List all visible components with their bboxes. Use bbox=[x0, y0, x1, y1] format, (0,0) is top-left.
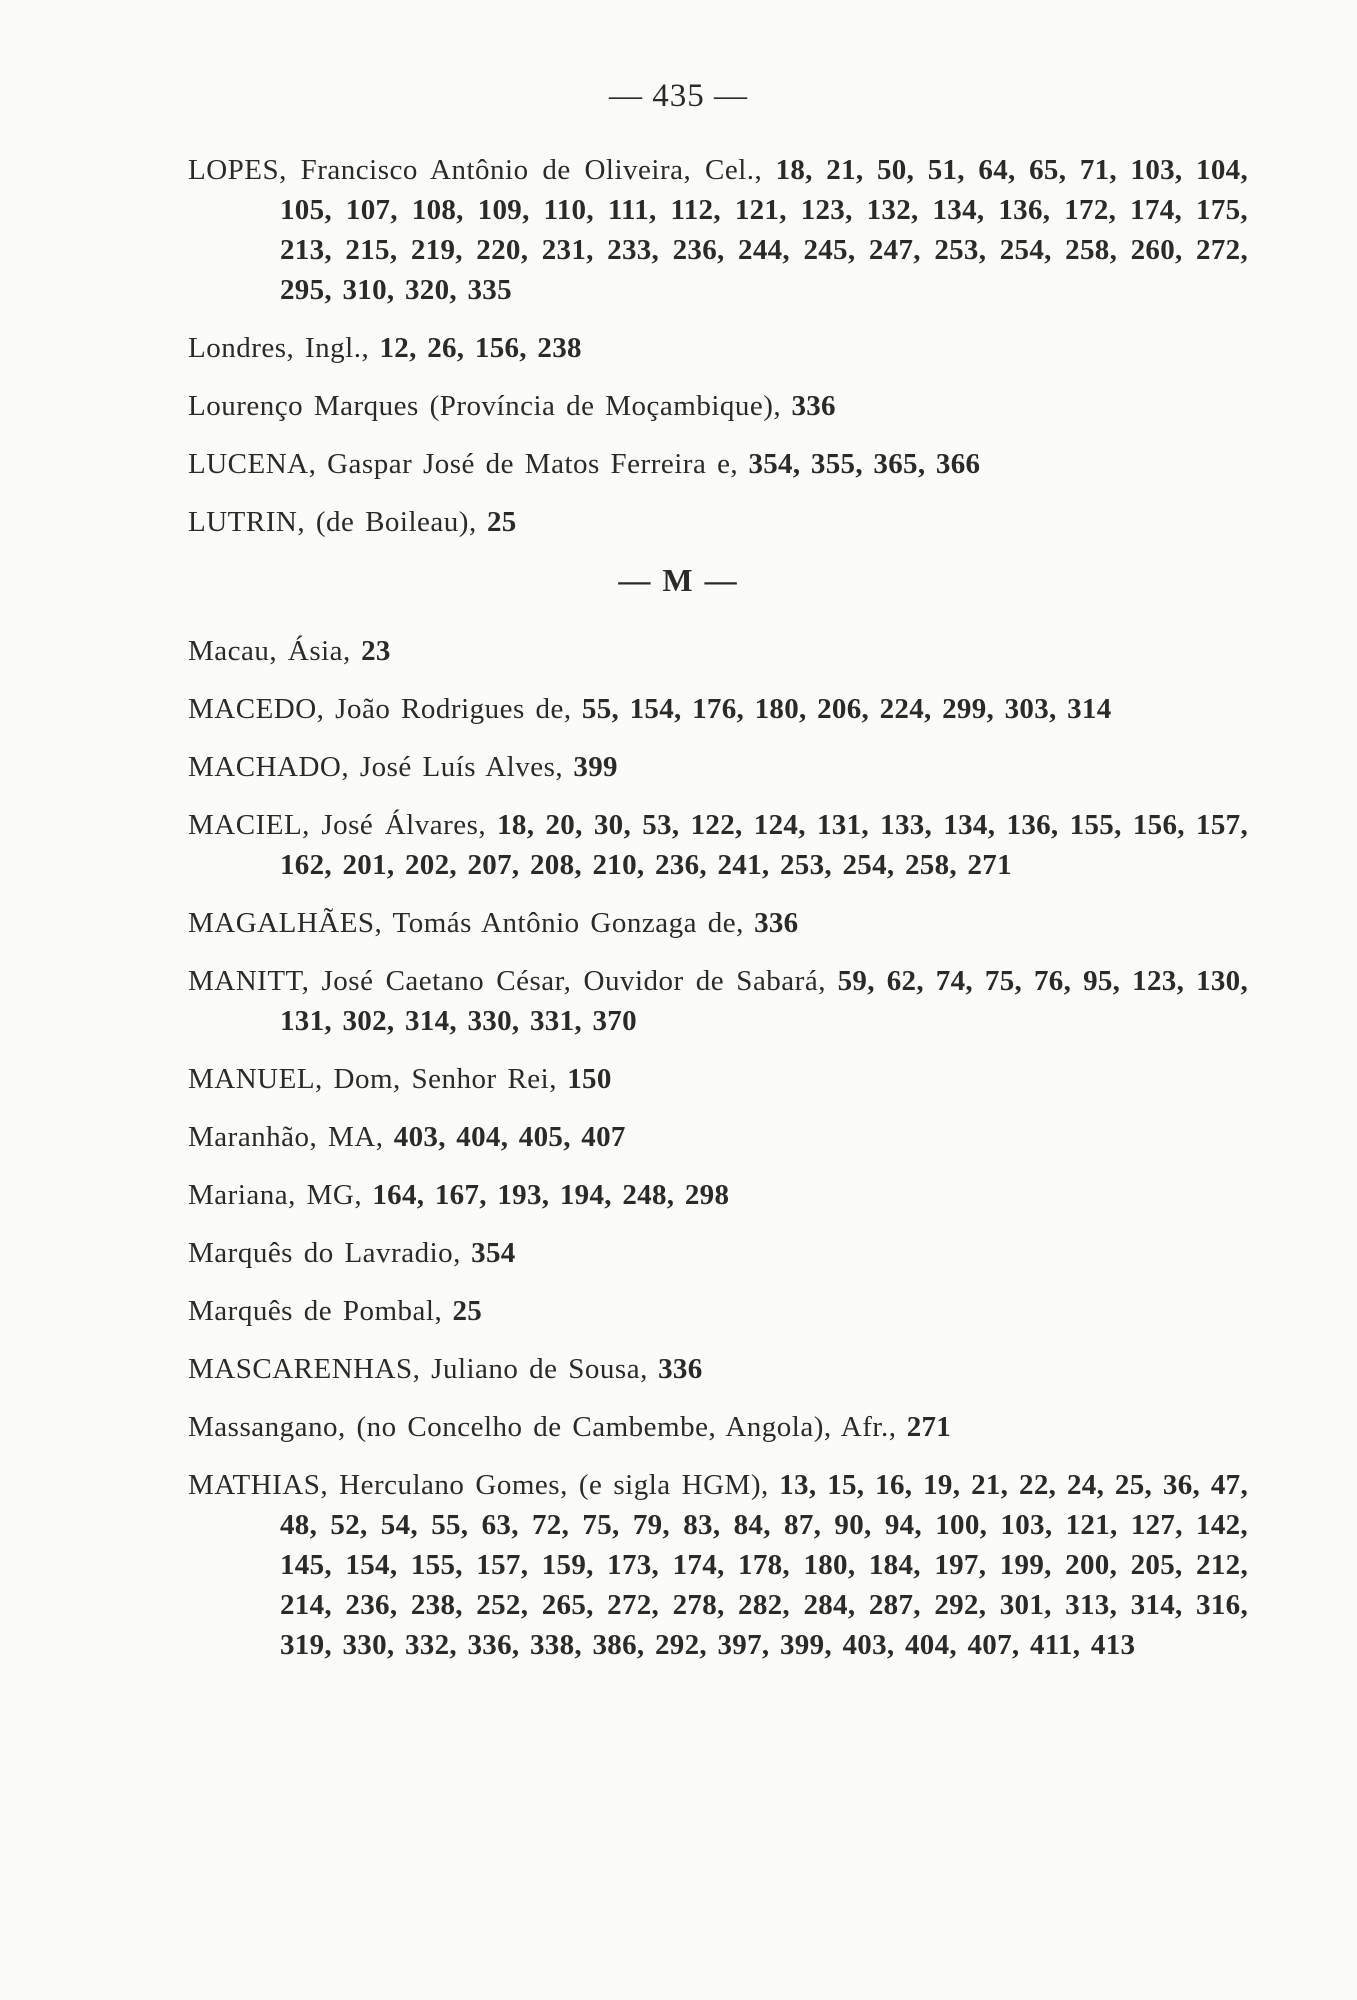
entry-heading: MANUEL, Dom, Senhor Rei, bbox=[188, 1063, 557, 1095]
index-entry bbox=[188, 444, 1248, 484]
entry-heading: MACEDO, João Rodrigues de, bbox=[188, 693, 572, 725]
section-heading-m: — M — bbox=[618, 562, 739, 598]
index-entry bbox=[188, 1291, 1248, 1331]
entry-heading: MANITT, José Caetano César, Ouvidor de Sabará, bbox=[188, 965, 826, 997]
entry-page-refs: 399 bbox=[573, 751, 618, 783]
entry-page-refs: 25 bbox=[486, 506, 517, 538]
entry-page-refs: 354, 355, 365, 366 bbox=[748, 448, 981, 480]
entry-heading: Lourenço Marques (Província de Moçambique), bbox=[188, 390, 782, 422]
index-entry bbox=[188, 689, 1248, 729]
page-number: — 435 — bbox=[609, 78, 748, 114]
entry-page-refs: 13, 15, 16, 19, 21, 22, 24, 25, 36, 47, 48, 52, 54, 55, 63, 72, 75, 79, 83, 84, 87, 90, 94, 100, 103, 121, 127, 142, 145, 154, 155, 157, 159, 173, 174, 178, 180, 184, 197, 199, 200, 205, 212, 214, 236, 238, 252, 265, 272, 278, 282, 284, 287, 292, 301, 313, 314, 316, 319, 330, 332, 336, 338, 386, 292, 397, 399, 403, 404, 407, 411, 413 bbox=[280, 1469, 1248, 1661]
entry-page-refs: 354 bbox=[471, 1237, 516, 1269]
index-entry bbox=[188, 1349, 1248, 1389]
entry-heading: Mariana, MG, bbox=[188, 1179, 363, 1211]
index-entry bbox=[188, 1465, 1248, 1665]
index-entry bbox=[188, 805, 1248, 885]
index-entry bbox=[188, 1117, 1248, 1157]
index-entry bbox=[188, 961, 1248, 1041]
index-entry bbox=[188, 903, 1248, 943]
entry-heading: Macau, Ásia, bbox=[188, 635, 351, 667]
entry-page-refs: 336 bbox=[658, 1353, 703, 1385]
index-entry bbox=[188, 502, 1248, 542]
entry-heading: Maranhão, MA, bbox=[188, 1121, 384, 1153]
index-entry bbox=[188, 1233, 1248, 1273]
index-entry bbox=[188, 1059, 1248, 1099]
index-entry bbox=[188, 631, 1248, 671]
entry-page-refs: 336 bbox=[791, 390, 836, 422]
entry-page-refs: 403, 404, 405, 407 bbox=[393, 1121, 626, 1153]
entry-page-refs: 336 bbox=[754, 907, 799, 939]
entry-page-refs: 18, 21, 50, 51, 64, 65, 71, 103, 104, 105, 107, 108, 109, 110, 111, 112, 121, 123, 132, 134, 136, 172, 174, 175, 213, 215, 219, 220, 231, 233, 236, 244, 245, 247, 253, 254, 258, 260, 272, 295, 310, 320, 335 bbox=[280, 154, 1248, 306]
index-entry bbox=[188, 150, 1248, 310]
entry-page-refs: 55, 154, 176, 180, 206, 224, 299, 303, 314 bbox=[581, 693, 1112, 725]
entry-page-refs: 59, 62, 74, 75, 76, 95, 123, 130, 131, 302, 314, 330, 331, 370 bbox=[280, 965, 1249, 1037]
index-group-l bbox=[188, 150, 1248, 542]
index-entry bbox=[188, 747, 1248, 787]
entry-heading: MATHIAS, Herculano Gomes, (e sigla HGM), bbox=[188, 1469, 769, 1501]
entry-page-refs: 25 bbox=[452, 1295, 483, 1327]
entry-heading: Marquês de Pombal, bbox=[188, 1295, 443, 1327]
entry-page-refs: 18, 20, 30, 53, 122, 124, 131, 133, 134, 136, 155, 156, 157, 162, 201, 202, 207, 208, 210, 236, 241, 253, 254, 258, 271 bbox=[280, 809, 1249, 881]
entry-heading: MACHADO, José Luís Alves, bbox=[188, 751, 564, 783]
entry-heading: MACIEL, José Álvares, bbox=[188, 809, 487, 841]
entry-heading: LUTRIN, (de Boileau), bbox=[188, 506, 477, 538]
entry-page-refs: 23 bbox=[361, 635, 391, 667]
entry-page-refs: 12, 26, 156, 238 bbox=[379, 332, 582, 364]
index-entries bbox=[188, 150, 1248, 1683]
index-entry bbox=[188, 1175, 1248, 1215]
entry-heading: LOPES, Francisco Antônio de Oliveira, Cel., bbox=[188, 154, 763, 186]
index-entry bbox=[188, 328, 1248, 368]
entry-heading: MASCARENHAS, Juliano de Sousa, bbox=[188, 1353, 648, 1385]
index-entry bbox=[188, 1407, 1248, 1447]
entry-heading: Londres, Ingl., bbox=[188, 332, 370, 364]
entry-heading: Marquês do Lavradio, bbox=[188, 1237, 461, 1269]
entry-page-refs: 150 bbox=[567, 1063, 612, 1095]
entry-page-refs: 164, 167, 193, 194, 248, 298 bbox=[372, 1179, 730, 1211]
index-entry bbox=[188, 386, 1248, 426]
entry-heading: MAGALHÃES, Tomás Antônio Gonzaga de, bbox=[188, 907, 744, 939]
index-group-m bbox=[188, 631, 1248, 1665]
entry-heading: LUCENA, Gaspar José de Matos Ferreira e, bbox=[188, 448, 739, 480]
entry-heading: Massangano, (no Concelho de Cambembe, Angola), Afr., bbox=[188, 1411, 897, 1443]
entry-page-refs: 271 bbox=[906, 1411, 952, 1443]
